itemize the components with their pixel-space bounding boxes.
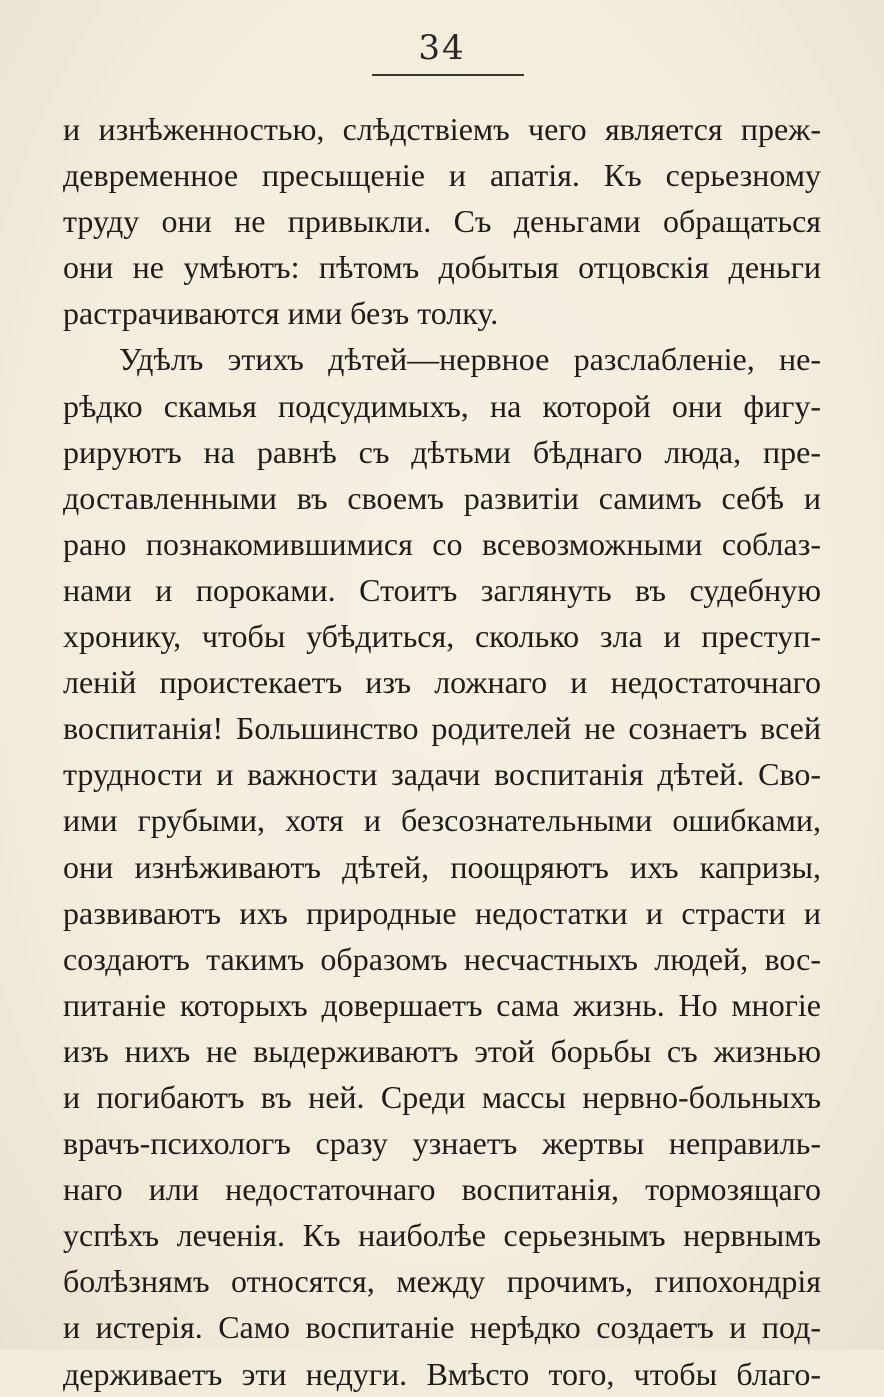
text-line: они изнѣживаютъ дѣтей, поощряютъ ихъ капризы, xyxy=(63,848,821,885)
text-line: нами и пороками. Стоитъ заглянуть въ судебную xyxy=(63,571,821,608)
text-line: рѣдко скамья подсудимыхъ, на которой они фигу- xyxy=(63,387,821,424)
text-line: врачъ-психологъ сразу узнаетъ жертвы неправиль- xyxy=(63,1125,821,1162)
text-line: трудности и важности задачи воспитанія дѣтей. Сво- xyxy=(63,756,821,793)
text-line: развиваютъ ихъ природные недостатки и страсти и xyxy=(63,894,821,931)
text-line: растрачиваются ими безъ толку. xyxy=(63,295,499,332)
text-line: держиваетъ эти недуги. Вмѣсто того, чтобы благо- xyxy=(63,1355,821,1392)
text-line: леній проистекаетъ изъ ложнаго и недостаточнаго xyxy=(63,664,821,701)
header-rule xyxy=(372,74,524,76)
text-line: рано познакомившимися со всевозможными соблаз- xyxy=(63,525,821,562)
text-line: наго или недостаточнаго воспитанія, тормозящаго xyxy=(63,1171,821,1208)
text-line: питаніе которыхъ довершаетъ сама жизнь. Но многіе xyxy=(63,986,821,1023)
text-line: они не умѣютъ: пѣтомъ добытыя отцовскія деньги xyxy=(63,249,821,286)
text-line: успѣхъ леченія. Къ наиболѣе серьезнымъ нервнымъ xyxy=(63,1217,821,1254)
text-line: рируютъ на равнѣ съ дѣтьми бѣднаго люда, пре- xyxy=(63,433,821,470)
text-line: девременное пресыщеніе и апатія. Къ серьезному xyxy=(63,157,821,194)
body-text xyxy=(63,106,821,1397)
text-line: воспитанія! Большинство родителей не сознаетъ всей xyxy=(63,710,821,747)
text-line: создаютъ такимъ образомъ несчастныхъ людей, вос- xyxy=(63,940,821,977)
text-line: болѣзнямъ относятся, между прочимъ, гипохондрія xyxy=(63,1263,821,1300)
text-line: изъ нихъ не выдерживаютъ этой борьбы съ жизнью xyxy=(63,1032,821,1069)
text-line: и изнѣженностью, слѣдствіемъ чего является преж- xyxy=(63,111,821,147)
text-line: хронику, чтобы убѣдиться, сколько зла и преступ- xyxy=(63,618,821,655)
page-header xyxy=(0,28,884,68)
page-number: 34 xyxy=(418,28,466,68)
text-line: ими грубыми, хотя и безсознательными ошибками, xyxy=(63,802,821,839)
text-line: и истерія. Само воспитаніе нерѣдко создаетъ и под- xyxy=(63,1309,821,1346)
text-line: и погибаютъ въ ней. Среди массы нервно-больныхъ xyxy=(63,1078,821,1115)
paragraph-start-line: Удѣлъ этихъ дѣтей—нервное разслабленіе, не- xyxy=(119,341,821,378)
text-line: доставленными въ своемъ развитіи самимъ себѣ и xyxy=(63,479,821,516)
text-line: труду они не привыкли. Съ деньгами обращаться xyxy=(63,203,821,240)
